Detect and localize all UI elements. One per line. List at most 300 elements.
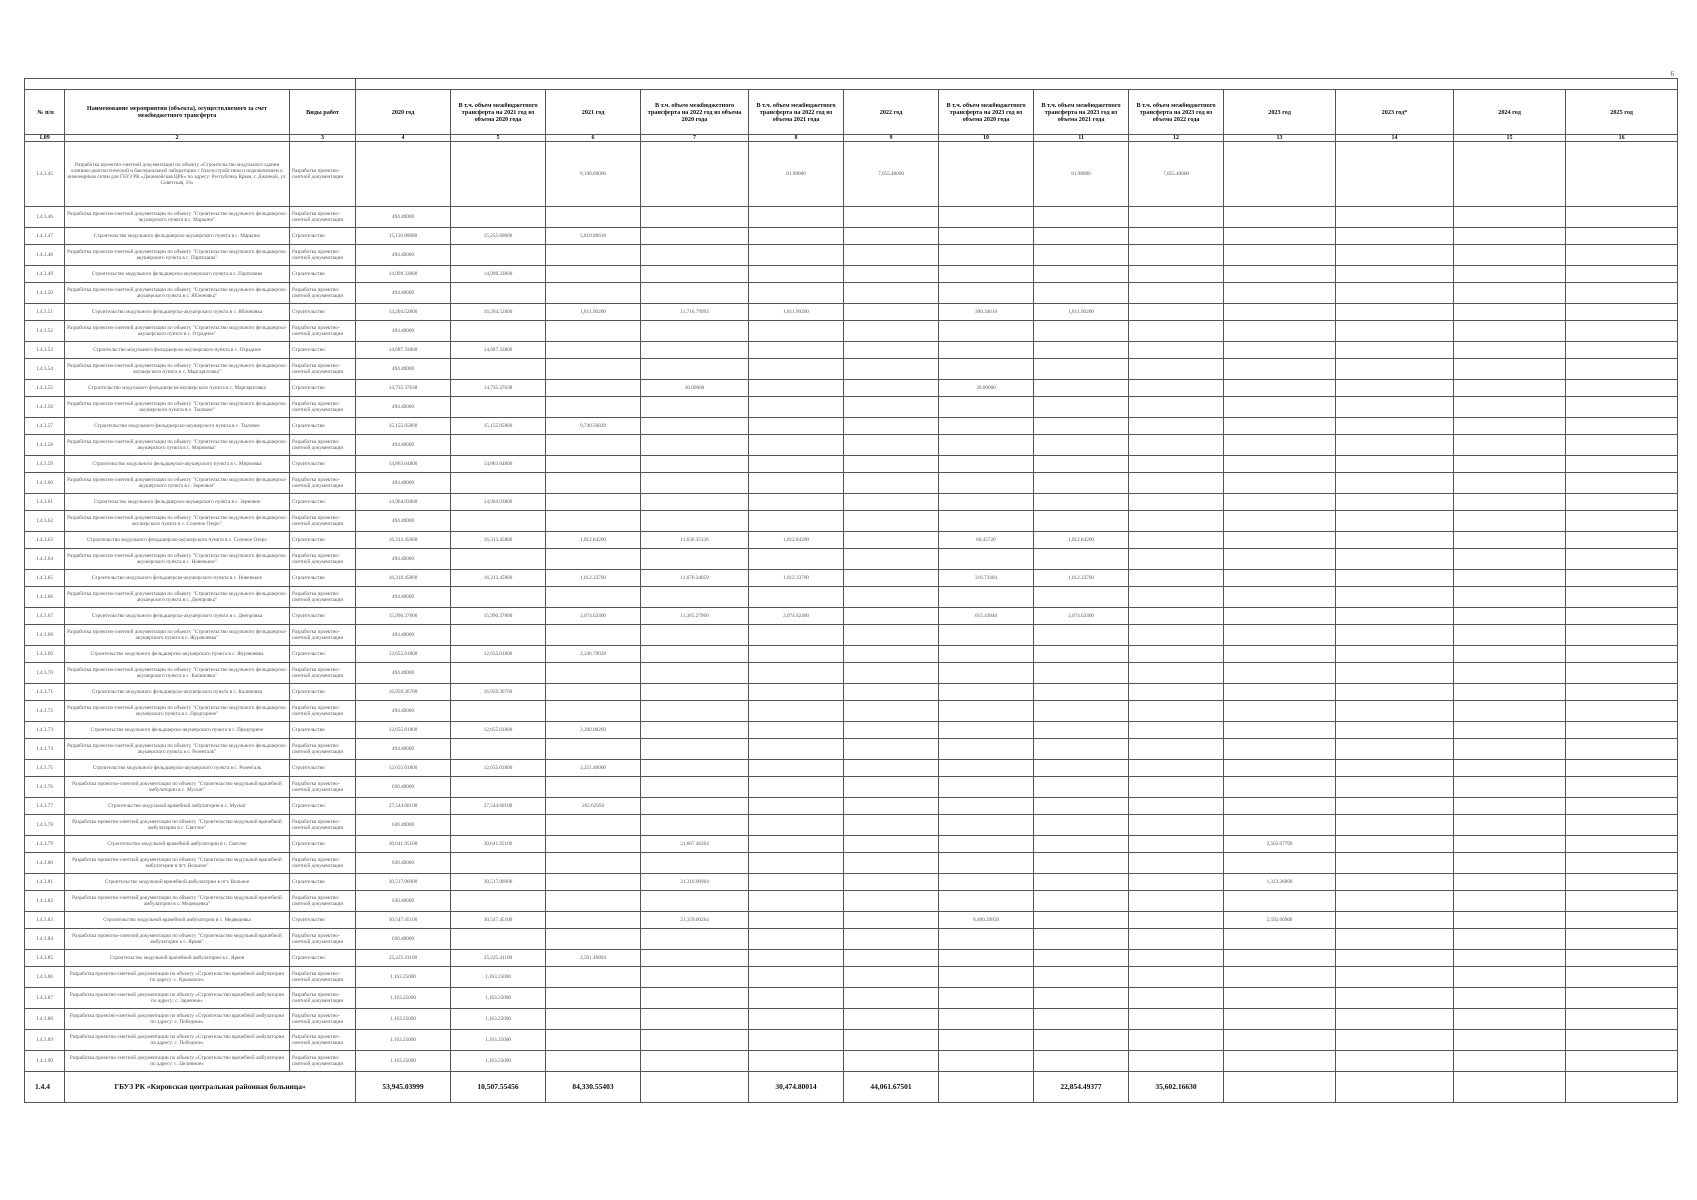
- table-row: [25, 473, 1678, 494]
- value-cell-c14: [1336, 549, 1454, 570]
- row-code: 1.4.3.82: [25, 891, 65, 912]
- value-cell-c13: [1224, 321, 1336, 342]
- header-row: [25, 90, 1678, 135]
- value-cell-c6: [546, 663, 641, 684]
- table-row: [25, 494, 1678, 511]
- value-cell-c13: [1224, 663, 1336, 684]
- row-kind: Строительство: [290, 380, 356, 397]
- value-cell-c6: [546, 397, 641, 418]
- value-cell-c16: [1566, 853, 1678, 874]
- row-code: 1.4.3.68: [25, 625, 65, 646]
- row-code: 1.4.3.65: [25, 570, 65, 587]
- row-kind: Разработка проектно-сметной документации: [290, 777, 356, 798]
- row-code: 1.4.3.90: [25, 1051, 65, 1072]
- value-cell-c5: 14,964.93800: [451, 494, 546, 511]
- value-cell-c5: [451, 397, 546, 418]
- row-kind: Разработка проектно-сметной документации: [290, 739, 356, 760]
- value-cell-c7: [641, 266, 749, 283]
- value-cell-c5: 30,547.45100: [451, 912, 546, 929]
- row-name: Строительство модульного фельдшерско-акушерского пункта в с. Предгорное: [65, 722, 290, 739]
- value-cell-c11: [1034, 684, 1129, 701]
- row-name: Разработка проектно-сметной документации по объекту "Строительство модульной врачебной амбулатории в с. Мускат": [65, 777, 290, 798]
- row-kind: Строительство: [290, 760, 356, 777]
- value-cell-c9: [844, 684, 939, 701]
- row-name: Строительство модульного фельдшерско-акушерского пункта в с. Журавлевка: [65, 646, 290, 663]
- value-cell-c15: [1454, 570, 1566, 587]
- value-cell-c6: [546, 511, 641, 532]
- value-cell-c7: 21,667.46264: [641, 836, 749, 853]
- row-code: 1.4.3.48: [25, 245, 65, 266]
- value-cell-c7: [641, 777, 749, 798]
- value-cell-c15: [1454, 418, 1566, 435]
- row-name: Строительство модульного фельдшерско-акушерского пункта в с. Новенькое: [65, 570, 290, 587]
- value-cell-c13: [1224, 891, 1336, 912]
- value-cell-c16: [1566, 836, 1678, 853]
- value-cell-c8: [749, 511, 844, 532]
- row-kind: Разработка проектно-сметной документации: [290, 207, 356, 228]
- value-cell-c7: [641, 494, 749, 511]
- value-cell-c11: 1,812.84200: [1034, 532, 1129, 549]
- row-kind: Строительство: [290, 874, 356, 891]
- value-cell-c5: 1,163.25000: [451, 1009, 546, 1030]
- value-cell-c11: [1034, 207, 1129, 228]
- value-cell-c16: [1566, 798, 1678, 815]
- value-cell-c11: [1034, 912, 1129, 929]
- row-code: 1.4.3.47: [25, 228, 65, 245]
- value-cell-c15: [1454, 836, 1566, 853]
- value-cell-c12: [1129, 777, 1224, 798]
- value-cell-c4: 14,964.93800: [356, 494, 451, 511]
- row-code: 1.4.3.67: [25, 608, 65, 625]
- value-cell-c10: [939, 435, 1034, 456]
- value-cell-c16: [1566, 549, 1678, 570]
- total-value-c6: 84,330.55403: [546, 1072, 641, 1103]
- value-cell-c15: [1454, 359, 1566, 380]
- value-cell-c5: 14,687.33800: [451, 342, 546, 359]
- value-cell-c11: [1034, 511, 1129, 532]
- total-value-c5: 10,507.55456: [451, 1072, 546, 1103]
- row-code: 1.4.3.49: [25, 266, 65, 283]
- header-c4: 2020 год: [356, 90, 451, 135]
- value-cell-c8: [749, 473, 844, 494]
- row-kind: Разработка проектно-сметной документации: [290, 283, 356, 304]
- value-cell-c15: [1454, 494, 1566, 511]
- value-cell-c11: [1034, 228, 1129, 245]
- table-row: [25, 587, 1678, 608]
- value-cell-c14: [1336, 777, 1454, 798]
- value-cell-c7: [641, 663, 749, 684]
- value-cell-c8: [749, 228, 844, 245]
- value-cell-c9: [844, 397, 939, 418]
- column-number-cell: 12: [1129, 135, 1224, 142]
- value-cell-c6: [546, 988, 641, 1009]
- value-cell-c11: [1034, 777, 1129, 798]
- value-cell-c15: [1454, 321, 1566, 342]
- value-cell-c10: [939, 1030, 1034, 1051]
- value-cell-c16: [1566, 321, 1678, 342]
- value-cell-c10: [939, 663, 1034, 684]
- value-cell-c5: [451, 853, 546, 874]
- value-cell-c10: [939, 874, 1034, 891]
- row-code: 1.4.3.50: [25, 283, 65, 304]
- value-cell-c15: [1454, 798, 1566, 815]
- row-kind: Строительство: [290, 950, 356, 967]
- value-cell-c7: [641, 397, 749, 418]
- row-name: Строительство модульной врачебной амбулатории в с. Медведевка: [65, 912, 290, 929]
- value-cell-c14: [1336, 570, 1454, 587]
- value-cell-c14: [1336, 321, 1454, 342]
- value-cell-c9: [844, 456, 939, 473]
- value-cell-c9: [844, 663, 939, 684]
- value-cell-c16: [1566, 912, 1678, 929]
- value-cell-c7: [641, 1009, 749, 1030]
- value-cell-c12: [1129, 988, 1224, 1009]
- column-number-cell: 13: [1224, 135, 1336, 142]
- value-cell-c15: [1454, 435, 1566, 456]
- value-cell-c12: [1129, 608, 1224, 625]
- value-cell-c12: [1129, 321, 1224, 342]
- row-name: Строительство модульного фельдшерско-акушерского пункта в с. Яблоновка: [65, 304, 290, 321]
- value-cell-c11: [1034, 435, 1129, 456]
- value-cell-c12: [1129, 494, 1224, 511]
- value-cell-c16: [1566, 494, 1678, 511]
- value-cell-c16: [1566, 380, 1678, 397]
- value-cell-c14: [1336, 739, 1454, 760]
- value-cell-c16: [1566, 207, 1678, 228]
- value-cell-c11: [1034, 549, 1129, 570]
- value-cell-c4: 630.40000: [356, 777, 451, 798]
- header-name: Наименование мероприятия (объекта), осуществляемого за счет межбюджетного трансферта: [65, 90, 290, 135]
- row-kind: Разработка проектно-сметной документации: [290, 625, 356, 646]
- value-cell-c5: [451, 473, 546, 494]
- value-cell-c9: [844, 321, 939, 342]
- value-cell-c5: 15,990.37800: [451, 608, 546, 625]
- value-cell-c7: [641, 359, 749, 380]
- value-cell-c6: 2,200.00269: [546, 722, 641, 739]
- value-cell-c14: [1336, 798, 1454, 815]
- value-cell-c6: [546, 380, 641, 397]
- value-cell-c4: 1,163.25000: [356, 988, 451, 1009]
- value-cell-c16: [1566, 608, 1678, 625]
- column-number-cell: 2: [65, 135, 290, 142]
- value-cell-c16: [1566, 663, 1678, 684]
- value-cell-c10: [939, 342, 1034, 359]
- value-cell-c14: [1336, 418, 1454, 435]
- value-cell-c11: 81.98000: [1034, 142, 1129, 207]
- value-cell-c6: [546, 321, 641, 342]
- row-kind: Разработка проектно-сметной документации: [290, 891, 356, 912]
- value-cell-c8: [749, 549, 844, 570]
- value-cell-c8: [749, 836, 844, 853]
- value-cell-c4: 14,998.33800: [356, 266, 451, 283]
- value-cell-c13: [1224, 359, 1336, 380]
- value-cell-c8: [749, 950, 844, 967]
- value-cell-c16: [1566, 570, 1678, 587]
- row-kind: Строительство: [290, 494, 356, 511]
- table-row: [25, 418, 1678, 435]
- value-cell-c4: 494.40000: [356, 549, 451, 570]
- value-cell-c10: [939, 245, 1034, 266]
- table-row: [25, 283, 1678, 304]
- row-code: 1.4.3.52: [25, 321, 65, 342]
- value-cell-c14: [1336, 988, 1454, 1009]
- value-cell-c13: [1224, 722, 1336, 739]
- value-cell-c5: 1,163.25000: [451, 1051, 546, 1072]
- value-cell-c11: [1034, 456, 1129, 473]
- table-row: [25, 929, 1678, 950]
- row-code: 1.4.3.83: [25, 912, 65, 929]
- value-cell-c13: [1224, 418, 1336, 435]
- value-cell-c15: [1454, 988, 1566, 1009]
- value-cell-c11: [1034, 1051, 1129, 1072]
- value-cell-c12: [1129, 798, 1224, 815]
- total-value-c14: [1336, 1072, 1454, 1103]
- row-name: Строительство модульного фельдшерско-акушерского пункта в с. Калиновка: [65, 684, 290, 701]
- value-cell-c10: [939, 359, 1034, 380]
- row-name: Разработка проектно-сметной документации по объекту "Строительство модульного фельдшерско-акушерского пункта в с. Тыловое": [65, 397, 290, 418]
- value-cell-c6: [546, 1009, 641, 1030]
- table-row: [25, 646, 1678, 663]
- row-code: 1.4.3.54: [25, 359, 65, 380]
- value-cell-c14: [1336, 836, 1454, 853]
- value-cell-c15: [1454, 473, 1566, 494]
- value-cell-c13: [1224, 142, 1336, 207]
- value-cell-c13: 2,592.00900: [1224, 912, 1336, 929]
- value-cell-c6: [546, 494, 641, 511]
- value-cell-c6: [546, 283, 641, 304]
- value-cell-c12: [1129, 549, 1224, 570]
- row-kind: Разработка проектно-сметной документации: [290, 473, 356, 494]
- value-cell-c10: 8,400.39850: [939, 912, 1034, 929]
- value-cell-c12: [1129, 912, 1224, 929]
- row-code: 1.4.3.80: [25, 853, 65, 874]
- value-cell-c4: 494.40000: [356, 587, 451, 608]
- table-row: [25, 456, 1678, 473]
- value-cell-c10: [939, 625, 1034, 646]
- value-cell-c5: 16,313.45800: [451, 570, 546, 587]
- value-cell-c8: 1,812.33700: [749, 570, 844, 587]
- table-row: [25, 722, 1678, 739]
- value-cell-c7: [641, 684, 749, 701]
- header-num: № п/п: [25, 90, 65, 135]
- value-cell-c12: [1129, 950, 1224, 967]
- value-cell-c6: [546, 473, 641, 494]
- value-cell-c9: [844, 853, 939, 874]
- value-cell-c10: [939, 228, 1034, 245]
- value-cell-c7: [641, 456, 749, 473]
- value-cell-c11: 2,074.62400: [1034, 608, 1129, 625]
- value-cell-c5: 12,655.01800: [451, 722, 546, 739]
- value-cell-c6: [546, 342, 641, 359]
- value-cell-c11: [1034, 473, 1129, 494]
- value-cell-c9: [844, 891, 939, 912]
- value-cell-c11: [1034, 929, 1129, 950]
- value-cell-c8: [749, 1051, 844, 1072]
- value-cell-c15: [1454, 549, 1566, 570]
- value-cell-c6: [546, 701, 641, 722]
- value-cell-c13: [1224, 929, 1336, 950]
- row-name: Разработка проектно-сметной документации по объекту "Строительство модульной врачебной амбулатории в с. Медведевка": [65, 891, 290, 912]
- row-name: Разработка проектно-сметной документации по объекту "Строительство модульного фельдшерско-акушерского пункта в с. Марьино": [65, 207, 290, 228]
- value-cell-c10: [939, 456, 1034, 473]
- header-c8: В т.ч. объем межбюджетного трансферта на 2022 год из объема 2021 года: [749, 90, 844, 135]
- header-c16: 2025 год: [1566, 90, 1678, 135]
- column-number-cell: 4: [356, 135, 451, 142]
- value-cell-c11: [1034, 625, 1129, 646]
- value-cell-c11: [1034, 760, 1129, 777]
- value-cell-c8: [749, 929, 844, 950]
- value-cell-c5: 15,155.05800: [451, 418, 546, 435]
- value-cell-c13: [1224, 798, 1336, 815]
- value-cell-c14: [1336, 646, 1454, 663]
- value-cell-c8: [749, 891, 844, 912]
- column-number-cell: 15: [1454, 135, 1566, 142]
- value-cell-c4: 25,225.41100: [356, 950, 451, 967]
- row-kind: Строительство: [290, 646, 356, 663]
- value-cell-c12: [1129, 245, 1224, 266]
- value-cell-c7: [641, 798, 749, 815]
- value-cell-c4: 12,655.01800: [356, 646, 451, 663]
- value-cell-c13: [1224, 1051, 1336, 1072]
- value-cell-c15: [1454, 228, 1566, 245]
- value-cell-c4: 14,687.33800: [356, 342, 451, 359]
- value-cell-c9: [844, 245, 939, 266]
- value-cell-c6: [546, 207, 641, 228]
- header-c5: В т.ч. объем межбюджетного трансферта на 2021 год из объема 2020 года: [451, 90, 546, 135]
- value-cell-c5: [451, 245, 546, 266]
- value-cell-c12: [1129, 570, 1224, 587]
- value-cell-c7: 11,636.35336: [641, 532, 749, 549]
- value-cell-c12: [1129, 684, 1224, 701]
- value-cell-c7: [641, 207, 749, 228]
- value-cell-c14: [1336, 228, 1454, 245]
- value-cell-c5: [451, 435, 546, 456]
- value-cell-c6: [546, 266, 641, 283]
- row-code: 1.4.3.86: [25, 967, 65, 988]
- value-cell-c4: 16,959.36700: [356, 684, 451, 701]
- row-code: 1.4.3.45: [25, 142, 65, 207]
- value-cell-c13: [1224, 380, 1336, 397]
- value-cell-c14: [1336, 815, 1454, 836]
- row-kind: Разработка проектно-сметной документации: [290, 321, 356, 342]
- value-cell-c9: [844, 1051, 939, 1072]
- value-cell-c5: [451, 321, 546, 342]
- value-cell-c4: 494.40000: [356, 701, 451, 722]
- value-cell-c16: [1566, 722, 1678, 739]
- value-cell-c4: 1,163.25000: [356, 967, 451, 988]
- value-cell-c15: [1454, 874, 1566, 891]
- total-name: ГБУЗ РК «Кировская центральная районная больница»: [65, 1072, 356, 1103]
- value-cell-c8: [749, 380, 844, 397]
- row-name: Разработка проектно-сметной документации по объекту "Строительство модульной врачебной амбулатории в пгт. Вольное": [65, 853, 290, 874]
- row-name: Разработка проектно-сметной документации по объекту "Строительство модульного фельдшерско-акушерского пункта в с. Отрадное": [65, 321, 290, 342]
- value-cell-c7: [641, 646, 749, 663]
- value-cell-c16: [1566, 418, 1678, 435]
- value-cell-c13: [1224, 684, 1336, 701]
- row-name: Строительство модульного фельдшерско-акушерского пункта в с. Мирновка: [65, 456, 290, 473]
- value-cell-c4: 27,544.60100: [356, 798, 451, 815]
- row-name: Разработка проектно-сметной документации по объекту «Строительство врачебной амбулатории по адресу: с. Победное»: [65, 1009, 290, 1030]
- value-cell-c7: 11,716.79993: [641, 304, 749, 321]
- value-cell-c12: [1129, 283, 1224, 304]
- value-cell-c13: [1224, 815, 1336, 836]
- value-cell-c6: 1,812.33700: [546, 570, 641, 587]
- value-cell-c15: [1454, 912, 1566, 929]
- value-cell-c9: [844, 777, 939, 798]
- row-name: Строительство модульного фельдшерско-акушерского пункта в с. Розенталь: [65, 760, 290, 777]
- header-top-strip: [25, 79, 1678, 90]
- value-cell-c7: 11,365.27960: [641, 608, 749, 625]
- value-cell-c10: [939, 967, 1034, 988]
- value-cell-c6: [546, 836, 641, 853]
- value-cell-c15: [1454, 815, 1566, 836]
- value-cell-c10: [939, 207, 1034, 228]
- value-cell-c13: [1224, 701, 1336, 722]
- value-cell-c13: [1224, 304, 1336, 321]
- page-number: 6: [1670, 70, 1674, 78]
- value-cell-c10: [939, 418, 1034, 435]
- value-cell-c14: [1336, 304, 1454, 321]
- table-row: [25, 874, 1678, 891]
- value-cell-c8: [749, 245, 844, 266]
- value-cell-c13: [1224, 397, 1336, 418]
- value-cell-c9: [844, 549, 939, 570]
- value-cell-c9: [844, 988, 939, 1009]
- value-cell-c16: [1566, 511, 1678, 532]
- value-cell-c15: [1454, 891, 1566, 912]
- value-cell-c14: [1336, 342, 1454, 359]
- value-cell-c16: [1566, 245, 1678, 266]
- column-number-cell: 7: [641, 135, 749, 142]
- value-cell-c13: [1224, 760, 1336, 777]
- row-name: Разработка проектно-сметной документации по объекту «Строительство врачебной амбулатории по адресу: с. Заречное»: [65, 988, 290, 1009]
- value-cell-c7: [641, 435, 749, 456]
- value-cell-c5: 14,735.37638: [451, 380, 546, 397]
- value-cell-c15: [1454, 950, 1566, 967]
- value-cell-c8: [749, 760, 844, 777]
- value-cell-c8: [749, 722, 844, 739]
- value-cell-c11: [1034, 494, 1129, 511]
- table-row: [25, 397, 1678, 418]
- table-row: [25, 836, 1678, 853]
- row-code: 1.4.3.77: [25, 798, 65, 815]
- table-row: [25, 701, 1678, 722]
- value-cell-c11: [1034, 701, 1129, 722]
- value-cell-c16: [1566, 646, 1678, 663]
- column-number-cell: 1.09: [25, 135, 65, 142]
- value-cell-c6: 2,074.62400: [546, 608, 641, 625]
- row-name: Строительство модульного фельдшерско-акушерского пункта в с. Тыловое: [65, 418, 290, 435]
- value-cell-c5: [451, 777, 546, 798]
- value-cell-c5: [451, 701, 546, 722]
- value-cell-c10: [939, 1009, 1034, 1030]
- value-cell-c16: [1566, 760, 1678, 777]
- value-cell-c4: 494.40000: [356, 435, 451, 456]
- value-cell-c14: [1336, 456, 1454, 473]
- value-cell-c14: [1336, 142, 1454, 207]
- value-cell-c15: [1454, 266, 1566, 283]
- value-cell-c14: [1336, 663, 1454, 684]
- table-row: [25, 511, 1678, 532]
- value-cell-c11: [1034, 874, 1129, 891]
- value-cell-c4: 494.40000: [356, 473, 451, 494]
- column-number-cell: 16: [1566, 135, 1678, 142]
- value-cell-c14: [1336, 494, 1454, 511]
- value-cell-c16: [1566, 777, 1678, 798]
- value-cell-c16: [1566, 874, 1678, 891]
- value-cell-c12: [1129, 456, 1224, 473]
- value-cell-c8: [749, 418, 844, 435]
